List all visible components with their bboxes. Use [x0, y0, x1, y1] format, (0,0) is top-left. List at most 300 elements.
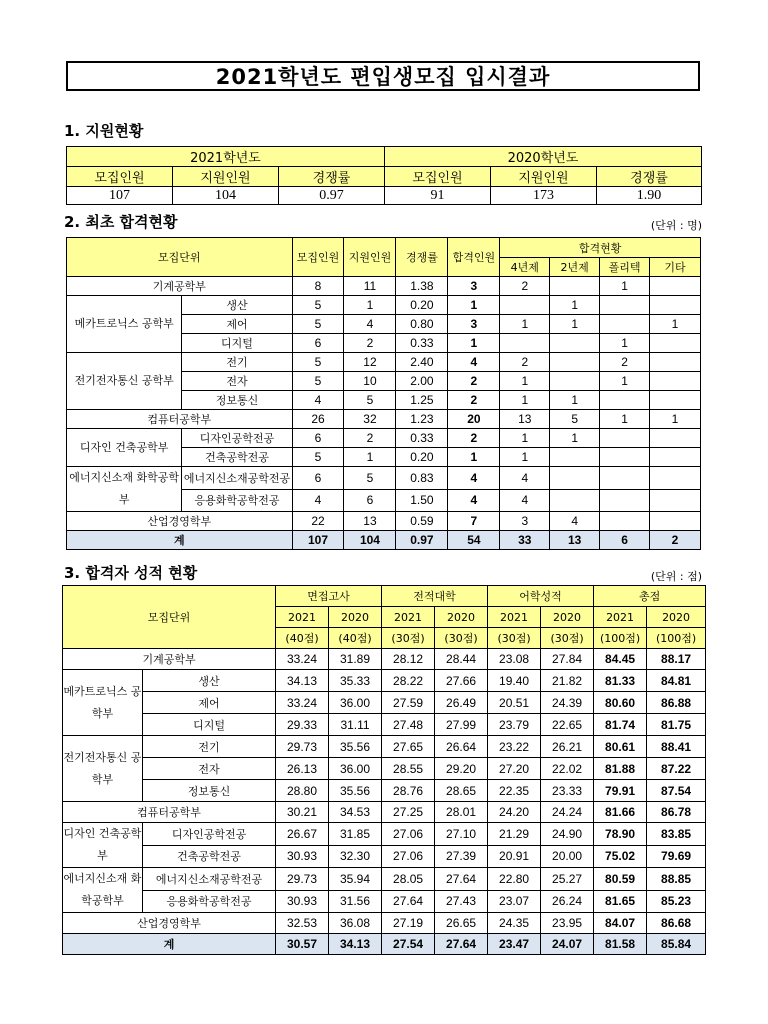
header-points: (100점)	[594, 628, 647, 649]
score-cell: 27.43	[435, 890, 488, 913]
cell-four-year: 1	[500, 448, 550, 467]
score-cell: 35.56	[329, 780, 382, 802]
score-cell: 35.94	[329, 868, 382, 891]
cell-applicants: 2	[344, 334, 396, 353]
cell-ratio: 1.50	[396, 489, 448, 512]
total-score: 30.57	[276, 934, 329, 955]
major-name: 전기	[182, 353, 292, 372]
cell-polytech	[600, 315, 650, 334]
score-cell: 28.22	[382, 670, 435, 692]
score-cell: 88.41	[647, 736, 706, 758]
score-cell: 23.79	[488, 714, 541, 736]
cell-other	[649, 277, 700, 296]
score-cell: 36.00	[329, 692, 382, 714]
score-cell: 79.91	[594, 780, 647, 802]
value-quota-2020: 91	[385, 187, 491, 205]
cell-quota: 4	[292, 489, 344, 512]
header-quota: 모집인원	[292, 238, 344, 277]
score-cell: 87.54	[647, 780, 706, 802]
cell-passed: 3	[448, 315, 500, 334]
header-year: 2021	[382, 607, 435, 628]
cell-two-year: 5	[550, 410, 600, 429]
score-cell: 31.11	[329, 714, 382, 736]
header-year: 2021	[594, 607, 647, 628]
unit-name: 기계공학부	[67, 277, 293, 296]
major-name: 건축공학전공	[182, 448, 292, 467]
major-name: 디지털	[182, 334, 292, 353]
total-score: 34.13	[329, 934, 382, 955]
group-name: 메카트로닉스 공학부	[63, 670, 143, 736]
cell-ratio: 0.33	[396, 429, 448, 448]
total-score: 27.54	[382, 934, 435, 955]
cell-ratio: 0.83	[396, 467, 448, 490]
table-row	[67, 512, 701, 531]
unit-name: 기계공학부	[63, 649, 276, 670]
cell-polytech	[600, 512, 650, 531]
score-cell: 26.13	[276, 758, 329, 780]
cell-passed: 7	[448, 512, 500, 531]
cell-ratio: 1.25	[396, 391, 448, 410]
score-cell: 22.35	[488, 780, 541, 802]
header-points: (30점)	[435, 628, 488, 649]
total-passed: 54	[448, 531, 500, 550]
cell-applicants: 5	[344, 467, 396, 490]
major-name: 정보통신	[182, 391, 292, 410]
table-row	[63, 780, 706, 802]
unit-name: 컴퓨터공학부	[67, 410, 293, 429]
cell-passed: 1	[448, 334, 500, 353]
score-cell: 85.23	[647, 890, 706, 913]
year-2021-header: 2021학년도	[67, 147, 385, 167]
score-cell: 31.56	[329, 890, 382, 913]
major-name: 에너지신소재공학전공	[182, 467, 292, 490]
major-name: 생산	[182, 296, 292, 315]
score-cell: 24.39	[541, 692, 594, 714]
score-cell: 87.22	[647, 758, 706, 780]
cell-four-year	[500, 296, 550, 315]
score-cell: 81.88	[594, 758, 647, 780]
score-cell: 25.27	[541, 868, 594, 891]
group-name: 디자인 건축공학부	[63, 823, 143, 868]
total-row	[63, 934, 706, 955]
major-name: 전자	[182, 372, 292, 391]
score-cell: 26.67	[276, 823, 329, 846]
group-name: 전기전자통신 공학부	[63, 736, 143, 802]
score-cell: 27.10	[435, 823, 488, 846]
score-cell: 27.64	[382, 890, 435, 913]
group-name: 에너지신소재 화학공학부	[67, 467, 182, 512]
cell-passed: 1	[448, 448, 500, 467]
total-score: 27.64	[435, 934, 488, 955]
header-year: 2021	[488, 607, 541, 628]
score-cell: 34.53	[329, 802, 382, 823]
cell-applicants: 4	[344, 315, 396, 334]
cell-other: 1	[649, 410, 700, 429]
major-name: 생산	[143, 670, 276, 692]
major-name: 에너지신소재공학전공	[143, 868, 276, 891]
header-prior-college: 전적대학	[382, 586, 488, 607]
group-name: 메카트로닉스 공학부	[67, 296, 182, 353]
score-cell: 23.07	[488, 890, 541, 913]
score-cell: 27.48	[382, 714, 435, 736]
score-cell: 21.29	[488, 823, 541, 846]
score-cell: 33.24	[276, 692, 329, 714]
value-quota-2021: 107	[67, 187, 173, 205]
cell-ratio: 0.59	[396, 512, 448, 531]
score-cell: 36.00	[329, 758, 382, 780]
cell-ratio: 2.00	[396, 372, 448, 391]
score-cell: 27.06	[382, 845, 435, 868]
total-two-year: 13	[550, 531, 600, 550]
cell-applicants: 11	[344, 277, 396, 296]
cell-two-year	[550, 372, 600, 391]
score-cell: 79.69	[647, 845, 706, 868]
cell-applicants: 1	[344, 296, 396, 315]
header-year: 2020	[541, 607, 594, 628]
score-cell: 28.76	[382, 780, 435, 802]
cell-four-year: 2	[500, 353, 550, 372]
score-cell: 81.75	[647, 714, 706, 736]
group-name: 디자인 건축공학부	[67, 429, 182, 467]
score-cell: 23.95	[541, 913, 594, 934]
score-cell: 24.24	[541, 802, 594, 823]
cell-polytech	[600, 489, 650, 512]
score-cell: 24.20	[488, 802, 541, 823]
cell-quota: 5	[292, 372, 344, 391]
cell-two-year	[550, 277, 600, 296]
cell-four-year	[500, 334, 550, 353]
unit-name: 산업경영학부	[63, 913, 276, 934]
total-ratio: 0.97	[396, 531, 448, 550]
cell-quota: 5	[292, 353, 344, 372]
cell-passed: 2	[448, 429, 500, 448]
cell-other	[649, 334, 700, 353]
score-cell: 19.40	[488, 670, 541, 692]
score-cell: 35.33	[329, 670, 382, 692]
total-label: 계	[63, 934, 276, 955]
major-name: 정보통신	[143, 780, 276, 802]
section1-title: 1. 지원현황	[64, 122, 144, 140]
score-cell: 33.24	[276, 649, 329, 670]
score-cell: 88.17	[647, 649, 706, 670]
header-year: 2020	[647, 607, 706, 628]
cell-polytech	[600, 391, 650, 410]
cell-polytech: 1	[600, 410, 650, 429]
score-cell: 27.20	[488, 758, 541, 780]
cell-polytech: 1	[600, 334, 650, 353]
score-cell: 20.51	[488, 692, 541, 714]
cell-passed: 4	[448, 467, 500, 490]
score-cell: 26.21	[541, 736, 594, 758]
group-name: 전기전자통신 공학부	[67, 353, 182, 410]
cell-applicants: 2	[344, 429, 396, 448]
total-polytech: 6	[600, 531, 650, 550]
cell-quota: 6	[292, 467, 344, 490]
header-passed: 합격인원	[448, 238, 500, 277]
total-row	[67, 531, 701, 550]
score-cell: 28.65	[435, 780, 488, 802]
table-row	[63, 692, 706, 714]
cell-two-year	[550, 353, 600, 372]
score-cell: 22.02	[541, 758, 594, 780]
header-points: (40점)	[276, 628, 329, 649]
score-cell: 27.39	[435, 845, 488, 868]
header-interview: 면접고사	[276, 586, 382, 607]
cell-ratio: 1.38	[396, 277, 448, 296]
cell-passed: 2	[448, 391, 500, 410]
value-applicants-2020: 173	[491, 187, 597, 205]
score-cell: 81.74	[594, 714, 647, 736]
header-total: 총점	[594, 586, 706, 607]
score-cell: 29.20	[435, 758, 488, 780]
header-4year: 4년제	[500, 258, 550, 277]
cell-passed: 3	[448, 277, 500, 296]
cell-applicants: 5	[344, 391, 396, 410]
section3-title: 3. 합격자 성적 현황	[64, 564, 198, 582]
major-name: 디자인공학전공	[182, 429, 292, 448]
cell-quota: 6	[292, 429, 344, 448]
cell-two-year: 4	[550, 512, 600, 531]
header-ratio-2020: 경쟁률	[597, 167, 702, 187]
cell-passed: 2	[448, 372, 500, 391]
score-cell: 30.21	[276, 802, 329, 823]
table-row	[63, 714, 706, 736]
cell-two-year	[550, 334, 600, 353]
cell-other	[649, 512, 700, 531]
score-cell: 84.81	[647, 670, 706, 692]
cell-polytech: 1	[600, 372, 650, 391]
group-name: 에너지신소재 화학공학부	[63, 868, 143, 913]
score-cell: 28.12	[382, 649, 435, 670]
cell-polytech	[600, 448, 650, 467]
page-title: 2021학년도 편입생모집 입시결과	[66, 61, 700, 91]
score-cell: 24.90	[541, 823, 594, 846]
score-cell: 27.25	[382, 802, 435, 823]
major-name: 제어	[143, 692, 276, 714]
table-row	[63, 913, 706, 934]
header-year: 2020	[329, 607, 382, 628]
score-cell: 84.45	[594, 649, 647, 670]
unit-name: 산업경영학부	[67, 512, 293, 531]
cell-polytech	[600, 296, 650, 315]
cell-other	[649, 353, 700, 372]
major-name: 응용화학공학전공	[182, 489, 292, 512]
cell-four-year: 1	[500, 372, 550, 391]
header-unit: 모집단위	[67, 238, 293, 277]
total-score: 81.58	[594, 934, 647, 955]
table-row	[67, 277, 701, 296]
major-name: 디자인공학전공	[143, 823, 276, 846]
cell-four-year: 1	[500, 391, 550, 410]
cell-quota: 26	[292, 410, 344, 429]
section3-unit: (단위 : 점)	[650, 570, 702, 583]
header-unit: 모집단위	[63, 586, 276, 649]
table-row	[63, 890, 706, 913]
header-applicants-2020: 지원인원	[491, 167, 597, 187]
cell-applicants: 13	[344, 512, 396, 531]
major-name: 디지털	[143, 714, 276, 736]
header-applicants-2021: 지원인원	[173, 167, 279, 187]
table-row	[63, 802, 706, 823]
cell-two-year: 1	[550, 429, 600, 448]
total-applicants: 104	[344, 531, 396, 550]
header-pass-status: 합격현황	[500, 238, 701, 258]
score-cell: 29.73	[276, 868, 329, 891]
score-cell: 28.01	[435, 802, 488, 823]
header-ratio-2021: 경쟁률	[279, 167, 385, 187]
score-cell: 26.64	[435, 736, 488, 758]
cell-polytech	[600, 467, 650, 490]
cell-other	[649, 467, 700, 490]
score-cell: 29.73	[276, 736, 329, 758]
score-cell: 31.89	[329, 649, 382, 670]
score-cell: 80.61	[594, 736, 647, 758]
score-cell: 80.60	[594, 692, 647, 714]
score-cell: 32.30	[329, 845, 382, 868]
value-applicants-2021: 104	[173, 187, 279, 205]
cell-other	[649, 372, 700, 391]
cell-ratio: 2.40	[396, 353, 448, 372]
score-cell: 22.80	[488, 868, 541, 891]
score-cell: 86.88	[647, 692, 706, 714]
header-2year: 2년제	[550, 258, 600, 277]
cell-passed: 1	[448, 296, 500, 315]
cell-applicants: 1	[344, 448, 396, 467]
table-row	[63, 823, 706, 846]
cell-quota: 5	[292, 315, 344, 334]
cell-two-year	[550, 489, 600, 512]
score-cell: 26.49	[435, 692, 488, 714]
cell-quota: 8	[292, 277, 344, 296]
score-cell: 26.65	[435, 913, 488, 934]
cell-passed: 20	[448, 410, 500, 429]
table-row	[67, 410, 701, 429]
score-cell: 35.56	[329, 736, 382, 758]
score-cell: 83.85	[647, 823, 706, 846]
score-cell: 22.65	[541, 714, 594, 736]
major-name: 제어	[182, 315, 292, 334]
total-score: 23.47	[488, 934, 541, 955]
header-other: 기타	[649, 258, 700, 277]
table-row	[67, 296, 701, 315]
table-row	[63, 758, 706, 780]
score-cell: 88.85	[647, 868, 706, 891]
total-other: 2	[649, 531, 700, 550]
score-cell: 24.35	[488, 913, 541, 934]
cell-passed: 4	[448, 489, 500, 512]
score-cell: 81.65	[594, 890, 647, 913]
cell-ratio: 0.80	[396, 315, 448, 334]
score-cell: 27.64	[435, 868, 488, 891]
score-cell: 31.85	[329, 823, 382, 846]
score-cell: 29.33	[276, 714, 329, 736]
score-cell: 84.07	[594, 913, 647, 934]
score-cell: 27.84	[541, 649, 594, 670]
unit-name: 컴퓨터공학부	[63, 802, 276, 823]
cell-other	[649, 296, 700, 315]
score-cell: 28.05	[382, 868, 435, 891]
score-cell: 30.93	[276, 890, 329, 913]
cell-applicants: 10	[344, 372, 396, 391]
header-points: (30점)	[488, 628, 541, 649]
initial-admission-table	[66, 237, 701, 550]
cell-ratio: 0.20	[396, 448, 448, 467]
cell-two-year: 1	[550, 296, 600, 315]
score-cell: 28.44	[435, 649, 488, 670]
score-cell: 28.55	[382, 758, 435, 780]
score-cell: 26.24	[541, 890, 594, 913]
score-cell: 23.33	[541, 780, 594, 802]
cell-ratio: 0.33	[396, 334, 448, 353]
cell-quota: 22	[292, 512, 344, 531]
score-cell: 80.59	[594, 868, 647, 891]
total-quota: 107	[292, 531, 344, 550]
cell-applicants: 12	[344, 353, 396, 372]
cell-other	[649, 448, 700, 467]
header-quota-2021: 모집인원	[67, 167, 173, 187]
total-label: 계	[67, 531, 293, 550]
cell-four-year: 4	[500, 489, 550, 512]
cell-quota: 5	[292, 296, 344, 315]
score-cell: 86.78	[647, 802, 706, 823]
header-quota-2020: 모집인원	[385, 167, 491, 187]
cell-other	[649, 391, 700, 410]
score-cell: 86.68	[647, 913, 706, 934]
header-points: (30점)	[382, 628, 435, 649]
cell-polytech	[600, 429, 650, 448]
score-cell: 81.66	[594, 802, 647, 823]
major-name: 건축공학전공	[143, 845, 276, 868]
score-cell: 28.80	[276, 780, 329, 802]
cell-quota: 6	[292, 334, 344, 353]
header-year: 2021	[276, 607, 329, 628]
header-points: (30점)	[541, 628, 594, 649]
score-cell: 30.93	[276, 845, 329, 868]
section2-unit: (단위 : 명)	[650, 219, 702, 232]
cell-other: 1	[649, 315, 700, 334]
major-name: 전자	[143, 758, 276, 780]
header-points: (40점)	[329, 628, 382, 649]
year-2020-header: 2020학년도	[385, 147, 702, 167]
score-cell: 75.02	[594, 845, 647, 868]
score-cell: 78.90	[594, 823, 647, 846]
cell-four-year: 1	[500, 315, 550, 334]
header-year: 2020	[435, 607, 488, 628]
table-row	[67, 467, 701, 490]
cell-ratio: 1.23	[396, 410, 448, 429]
score-cell: 81.33	[594, 670, 647, 692]
cell-four-year: 13	[500, 410, 550, 429]
header-language: 어학성적	[488, 586, 594, 607]
score-cell: 32.53	[276, 913, 329, 934]
score-cell: 27.06	[382, 823, 435, 846]
value-ratio-2021: 0.97	[279, 187, 385, 205]
table-row	[63, 670, 706, 692]
table-row	[63, 868, 706, 891]
value-ratio-2020: 1.90	[597, 187, 702, 205]
cell-four-year: 3	[500, 512, 550, 531]
major-name: 전기	[143, 736, 276, 758]
total-four-year: 33	[500, 531, 550, 550]
header-ratio: 경쟁률	[396, 238, 448, 277]
score-cell: 23.22	[488, 736, 541, 758]
score-cell: 21.82	[541, 670, 594, 692]
table-row	[67, 429, 701, 448]
cell-other	[649, 489, 700, 512]
cell-polytech: 1	[600, 277, 650, 296]
cell-two-year: 1	[550, 315, 600, 334]
score-cell: 27.59	[382, 692, 435, 714]
